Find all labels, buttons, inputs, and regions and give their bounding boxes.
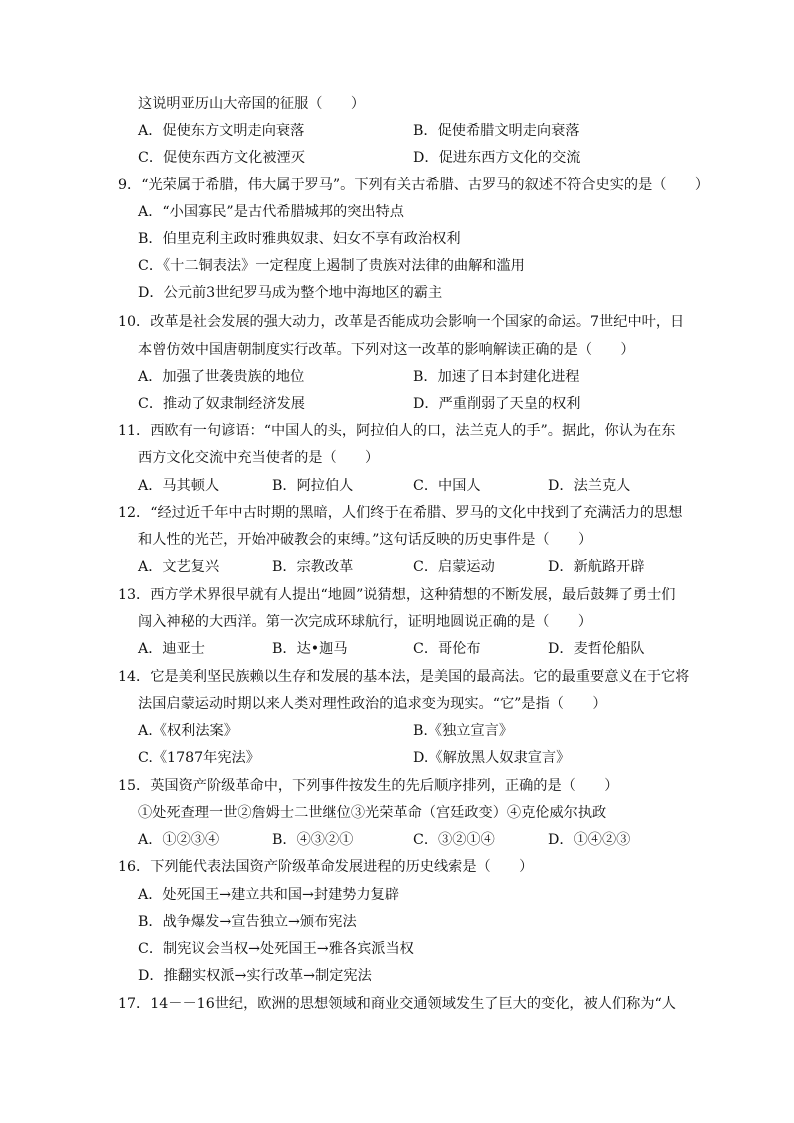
q16-option-d: D．推翻实权派→实行改革→制定宪法: [138, 968, 372, 984]
q12-option-c: C．启蒙运动: [413, 559, 495, 575]
q12-stem-line1: 12．“经过近千年中古时期的黑暗，人们终于在希腊、罗马的文化中找到了充满活力的思想: [118, 505, 683, 521]
q10-stem-line2: 本曾仿效中国唐朝制度实行改革。下列对这一改革的影响解读正确的是（ ）: [138, 342, 635, 358]
q15-option-b: B．④③②①: [272, 832, 354, 848]
q11-stem-line1: 11．西欧有一句谚语：“中国人的头，阿拉伯人的口，法兰克人的手”。据此，你认为在东: [118, 423, 676, 439]
q8-option-c: C．促使东西方文化被湮灭: [138, 150, 305, 166]
q15-option-c: C．③②①④: [413, 832, 495, 848]
q12-option-a: A．文艺复兴: [138, 559, 220, 575]
q10-stem-line1: 10．改革是社会发展的强大动力，改革是否能成功会影响一个国家的命运。7世纪中叶，日: [118, 314, 685, 330]
q13-stem-line1: 13．西方学术界很早就有人提出“地圆”说猜想，这种猜想的不断发展，最后鼓舞了勇士们: [118, 587, 676, 603]
q16-option-c: C．制宪议会当权→处死国王→雅各宾派当权: [138, 941, 414, 957]
q12-option-b: B．宗教改革: [272, 559, 354, 575]
q9-option-d: D．公元前3世纪罗马成为整个地中海地区的霸主: [138, 285, 443, 301]
q10-option-c: C．推动了奴隶制经济发展: [138, 396, 305, 412]
q9-option-c: C．《十二铜表法》一定程度上遏制了贵族对法律的曲解和滥用: [138, 258, 525, 274]
q14-option-b: B.《独立宣言》: [413, 723, 514, 739]
q17-stem: 17．14－－16世纪，欧洲的思想领域和商业交通领域发生了巨大的变化，被人们称为“人: [118, 996, 676, 1012]
q15-option-a: A．①②③④: [138, 832, 220, 848]
q9-option-b: B．伯里克利主政时雅典奴隶、妇女不享有政治权利: [138, 231, 461, 247]
q15-stem: 15．英国资产阶级革命中，下列事件按发生的先后顺序排列，正确的是（ ）: [118, 778, 619, 794]
q14-option-c: C.《1787年宪法》: [138, 750, 260, 766]
q11-option-b: B．阿拉伯人: [272, 478, 354, 494]
q11-option-c: C．中国人: [413, 478, 481, 494]
q11-stem-line2: 西方文化交流中充当使者的是（ ）: [138, 450, 380, 466]
question-intro: 这说明亚历山大帝国的征服（ ）: [138, 96, 366, 112]
q12-stem-line2: 和人性的光芒，开始冲破教会的束缚。”这句话反映的历史事件是（ ）: [138, 532, 593, 548]
q14-stem-line2: 法国启蒙运动时期以来人类对理性政治的追求变为现实。“它”是指（ ）: [138, 696, 607, 712]
q14-option-d: D.《解放黑人奴隶宣言》: [413, 750, 571, 766]
q13-option-d: D．麦哲伦船队: [548, 641, 645, 657]
q8-option-b: B．促使希腊文明走向衰落: [413, 123, 580, 139]
q13-option-a: A．迪亚士: [138, 641, 205, 657]
q8-option-d: D．促进东西方文化的交流: [413, 150, 581, 166]
q12-option-d: D．新航路开辟: [548, 559, 645, 575]
q15-events: ①处死查理一世②詹姆士二世继位③光荣革命（宫廷政变）④克伦威尔执政: [138, 805, 607, 821]
q9-option-a: A．“小国寡民”是古代希腊城邦的突出特点: [138, 204, 404, 220]
q10-option-a: A．加强了世袭贵族的地位: [138, 369, 305, 385]
q11-option-d: D．法兰克人: [548, 478, 631, 494]
q14-stem-line1: 14．它是美利坚民族赖以生存和发展的基本法，是美国的最高法。它的最重要意义在于它将: [118, 669, 690, 685]
q13-option-c: C．哥伦布: [413, 641, 481, 657]
q11-option-a: A．马其顿人: [138, 478, 220, 494]
q16-option-a: A．处死国王→建立共和国→封建势力复辟: [138, 887, 400, 903]
q15-option-d: D．①④②③: [548, 832, 631, 848]
q13-stem-line2: 闯入神秘的大西洋。第一次完成环球航行，证明地圆说正确的是（ ）: [138, 614, 593, 630]
q9-stem: 9．“光荣属于希腊，伟大属于罗马”。下列有关古希腊、古罗马的叙述不符合史实的是（ ）: [118, 177, 710, 193]
q8-option-a: A．促使东方文明走向衰落: [138, 123, 305, 139]
q10-option-d: D．严重削弱了天皇的权利: [413, 396, 581, 412]
q10-option-b: B．加速了日本封建化进程: [413, 369, 580, 385]
q13-option-b: B．达•迦马: [272, 641, 348, 657]
q16-option-b: B．战争爆发→宣告独立→颁布宪法: [138, 914, 357, 930]
q14-option-a: A.《权利法案》: [138, 723, 238, 739]
q16-stem: 16．下列能代表法国资产阶级革命发展进程的历史线索是（ ）: [118, 859, 534, 875]
